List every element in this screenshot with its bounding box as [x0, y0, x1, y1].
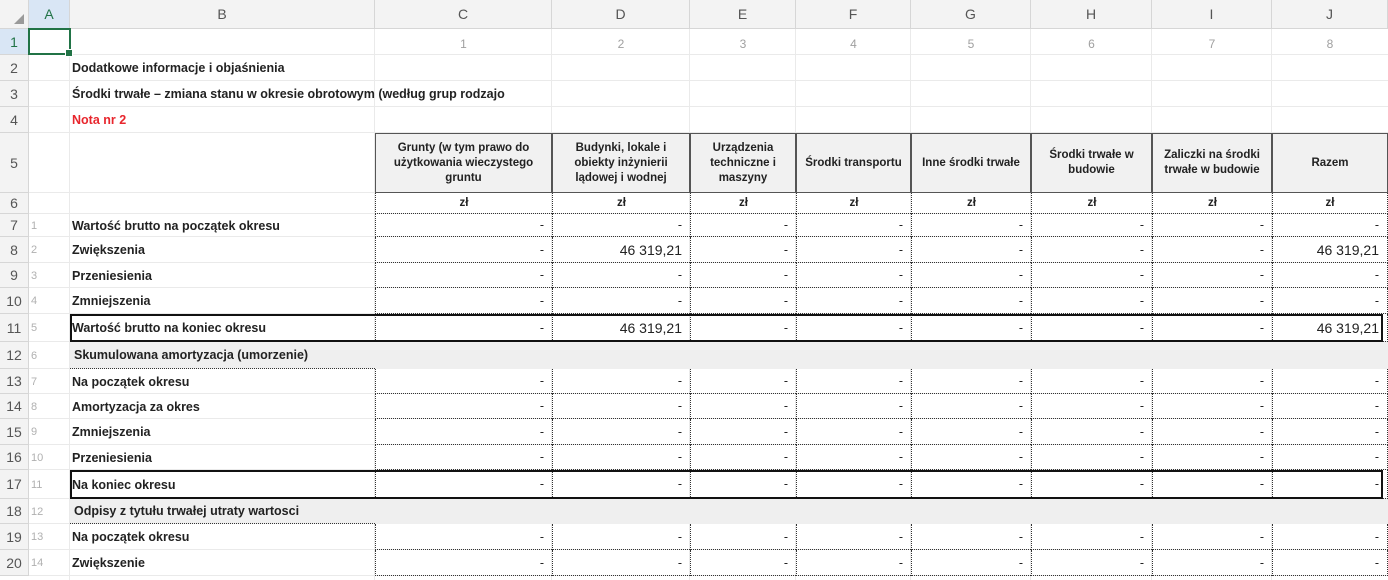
value-cell[interactable]: 46 319,21 — [1272, 237, 1388, 263]
value-cell[interactable]: - — [1031, 445, 1152, 470]
sheet-title: Dodatkowe informacje i objaśnienia — [72, 61, 285, 75]
value-cell[interactable]: - — [1152, 214, 1272, 237]
unit-cell: zł — [375, 193, 552, 214]
value-cell[interactable]: - — [911, 369, 1031, 394]
row-header-16[interactable]: 16 — [0, 445, 29, 470]
value-cell[interactable]: - — [1272, 419, 1388, 445]
value-cell[interactable]: - — [1152, 237, 1272, 263]
value-cell[interactable]: - — [552, 419, 690, 445]
value-cell[interactable]: - — [1272, 394, 1388, 419]
row-label: Na początek okresu — [72, 374, 190, 389]
value-cell[interactable]: - — [690, 550, 796, 576]
row-index: 2 — [31, 244, 38, 256]
value-cell[interactable]: - — [690, 369, 796, 394]
value-cell[interactable]: - — [1031, 550, 1152, 576]
unit-cell: zł — [1272, 193, 1388, 214]
value-cell[interactable]: - — [911, 550, 1031, 576]
row-label: Przeniesienia — [72, 450, 152, 465]
row-label: Na koniec okresu — [72, 477, 176, 492]
row-header-3[interactable]: 3 — [0, 81, 29, 107]
value-cell[interactable]: - — [1031, 288, 1152, 314]
value-cell[interactable]: 46 319,21 — [552, 237, 690, 263]
value-cell[interactable]: - — [1272, 550, 1388, 576]
row-label: Zwiększenia — [72, 243, 145, 257]
value-cell[interactable]: - — [690, 288, 796, 314]
value-cell[interactable]: - — [796, 470, 911, 499]
row-label: Amortyzacja za okres — [72, 399, 200, 414]
row-label: Zmniejszenia — [72, 425, 151, 439]
row-header-12[interactable]: 12 — [0, 342, 29, 369]
value-cell[interactable]: - — [552, 394, 690, 419]
value-cell[interactable]: - — [911, 214, 1031, 237]
row-label: Przeniesienia — [72, 268, 152, 283]
row-header-18[interactable]: 18 — [0, 499, 29, 524]
row-index: 14 — [31, 557, 44, 569]
value-cell[interactable]: - — [1272, 263, 1388, 288]
value-cell[interactable]: - — [690, 214, 796, 237]
value-cell[interactable]: - — [1152, 470, 1272, 499]
row-header-11[interactable]: 11 — [0, 314, 29, 342]
column-heading: Środki trwałe w budowie — [1031, 133, 1152, 193]
value-cell[interactable]: - — [690, 314, 796, 342]
value-cell[interactable]: - — [375, 445, 552, 470]
column-number-label: 2 — [617, 37, 625, 51]
value-cell[interactable]: - — [552, 214, 690, 237]
column-number-label: 8 — [1326, 37, 1334, 51]
value-cell[interactable]: - — [552, 550, 690, 576]
row-header-10[interactable]: 10 — [0, 288, 29, 314]
value-cell[interactable]: - — [375, 288, 552, 314]
value-cell[interactable]: - — [911, 394, 1031, 419]
value-cell[interactable]: - — [1152, 445, 1272, 470]
value-cell[interactable]: - — [1031, 237, 1152, 263]
value-cell[interactable]: - — [911, 470, 1031, 499]
row-header-9[interactable]: 9 — [0, 263, 29, 288]
value-cell[interactable]: - — [796, 214, 911, 237]
value-cell[interactable]: - — [552, 470, 690, 499]
value-cell[interactable]: - — [552, 524, 690, 550]
row-index: 13 — [31, 531, 44, 543]
value-cell[interactable]: - — [796, 237, 911, 263]
value-cell[interactable]: 46 319,21 — [1272, 314, 1388, 342]
value-cell[interactable]: - — [375, 214, 552, 237]
value-cell[interactable]: - — [375, 470, 552, 499]
column-header-d[interactable]: D — [552, 0, 690, 29]
column-heading: Budynki, lokale i obiekty inżynierii lądowej i wodnej — [552, 133, 690, 193]
value-cell[interactable]: - — [690, 237, 796, 263]
value-cell[interactable]: - — [796, 445, 911, 470]
row-index: 4 — [31, 295, 38, 307]
value-cell[interactable]: - — [796, 550, 911, 576]
row-index: 3 — [31, 269, 38, 282]
column-number-label: 7 — [1208, 37, 1216, 51]
column-number-label: 3 — [739, 37, 747, 51]
value-cell[interactable]: - — [1152, 394, 1272, 419]
column-heading: Środki transportu — [796, 133, 911, 193]
row-index: 7 — [31, 375, 38, 388]
value-cell[interactable]: - — [375, 394, 552, 419]
value-cell[interactable]: - — [690, 524, 796, 550]
value-cell[interactable]: - — [1152, 288, 1272, 314]
row-index: 9 — [31, 426, 38, 438]
value-cell[interactable]: - — [1152, 524, 1272, 550]
value-cell[interactable]: - — [1152, 314, 1272, 342]
row-label: Wartość brutto na początek okresu — [72, 218, 280, 233]
value-cell[interactable]: - — [796, 369, 911, 394]
value-cell[interactable]: - — [796, 314, 911, 342]
unit-cell: zł — [911, 193, 1031, 214]
unit-cell: zł — [1152, 193, 1272, 214]
column-number-label: 1 — [460, 37, 467, 51]
sheet-subtitle: Środki trwałe – zmiana stanu w okresie obrotowym (według grup rodzajo — [72, 87, 505, 101]
value-cell[interactable]: - — [911, 263, 1031, 288]
column-header-h[interactable]: H — [1031, 0, 1152, 29]
value-cell[interactable]: - — [375, 419, 552, 445]
column-header-j[interactable]: J — [1272, 0, 1388, 29]
value-cell[interactable]: - — [1272, 214, 1388, 237]
unit-cell: zł — [690, 193, 796, 214]
active-cell-selection[interactable] — [28, 28, 71, 55]
value-cell[interactable]: - — [375, 524, 552, 550]
value-cell[interactable]: - — [1272, 524, 1388, 550]
row-header-1[interactable]: 1 — [0, 29, 29, 55]
section-band — [375, 499, 1388, 524]
column-heading: Razem — [1272, 133, 1388, 193]
nota-label: Nota nr 2 — [72, 113, 127, 127]
row-header-5[interactable]: 5 — [0, 133, 29, 193]
row-index: 5 — [31, 322, 38, 334]
value-cell[interactable]: - — [1272, 369, 1388, 394]
value-cell[interactable]: - — [1031, 419, 1152, 445]
value-cell[interactable]: - — [690, 419, 796, 445]
value-cell[interactable]: - — [1272, 470, 1388, 499]
row-index: 12 — [31, 505, 44, 518]
value-cell[interactable]: - — [796, 394, 911, 419]
value-cell[interactable]: - — [690, 394, 796, 419]
value-cell[interactable]: - — [690, 470, 796, 499]
row-header-4[interactable]: 4 — [0, 107, 29, 133]
value-cell[interactable]: - — [690, 445, 796, 470]
row-label: Zwiększenie — [72, 556, 145, 570]
column-header-i[interactable]: I — [1152, 0, 1272, 29]
unit-cell: zł — [552, 193, 690, 214]
value-cell[interactable]: - — [1031, 524, 1152, 550]
row-label: Zmniejszenia — [72, 294, 151, 308]
section-band — [375, 342, 1388, 369]
value-cell[interactable]: - — [1031, 394, 1152, 419]
row-header-2[interactable]: 2 — [0, 55, 29, 81]
row-header-6[interactable]: 6 — [0, 193, 29, 214]
unit-cell: zł — [1031, 193, 1152, 214]
column-heading: Grunty (w tym prawo do użytkowania wieczystego gruntu — [375, 133, 552, 193]
value-cell[interactable]: - — [1152, 263, 1272, 288]
column-header-g[interactable]: G — [911, 0, 1031, 29]
value-cell[interactable]: - — [911, 314, 1031, 342]
value-cell[interactable]: - — [796, 263, 911, 288]
column-header-e[interactable]: E — [690, 0, 796, 29]
value-cell[interactable]: - — [1031, 369, 1152, 394]
section-heading: Odpisy z tytułu trwałej utraty wartosci — [70, 499, 375, 524]
row-header-19[interactable]: 19 — [0, 524, 29, 550]
value-cell[interactable]: - — [375, 314, 552, 342]
value-cell[interactable]: - — [1031, 214, 1152, 237]
value-cell[interactable]: - — [911, 288, 1031, 314]
row-header-15[interactable]: 15 — [0, 419, 29, 445]
row-index: 1 — [31, 219, 38, 232]
value-cell[interactable]: - — [1031, 263, 1152, 288]
column-header-f[interactable]: F — [796, 0, 911, 29]
row-header-13[interactable]: 13 — [0, 369, 29, 394]
row-header-20[interactable]: 20 — [0, 550, 29, 576]
value-cell[interactable]: - — [911, 445, 1031, 470]
value-cell[interactable]: - — [1152, 369, 1272, 394]
row-header-14[interactable]: 14 — [0, 394, 29, 419]
column-heading: Zaliczki na środki trwałe w budowie — [1152, 133, 1272, 193]
value-cell[interactable]: - — [1152, 550, 1272, 576]
column-number-label: 4 — [850, 37, 857, 51]
value-cell[interactable]: - — [552, 369, 690, 394]
value-cell[interactable]: - — [1152, 419, 1272, 445]
row-header-7[interactable]: 7 — [0, 214, 29, 237]
value-cell[interactable]: - — [1272, 445, 1388, 470]
value-cell[interactable]: - — [690, 263, 796, 288]
row-header-17[interactable]: 17 — [0, 470, 29, 499]
column-number-label: 5 — [967, 37, 975, 51]
unit-cell: zł — [796, 193, 911, 214]
value-cell[interactable]: - — [1272, 288, 1388, 314]
column-header-a[interactable]: A — [29, 0, 70, 29]
value-cell[interactable]: - — [552, 263, 690, 288]
value-cell[interactable]: - — [911, 419, 1031, 445]
column-header-b[interactable]: B — [70, 0, 375, 29]
value-cell[interactable]: - — [796, 288, 911, 314]
value-cell[interactable]: - — [1031, 470, 1152, 499]
value-cell[interactable]: - — [911, 524, 1031, 550]
value-cell[interactable]: - — [796, 524, 911, 550]
value-cell[interactable]: - — [1031, 314, 1152, 342]
value-cell[interactable]: - — [911, 237, 1031, 263]
row-label: Wartość brutto na koniec okresu — [72, 321, 267, 335]
value-cell[interactable]: - — [375, 237, 552, 263]
value-cell[interactable]: - — [552, 288, 690, 314]
column-heading: Inne środki trwałe — [911, 133, 1031, 193]
column-number-label: 6 — [1088, 37, 1095, 51]
value-cell[interactable]: - — [796, 419, 911, 445]
value-cell[interactable]: 46 319,21 — [552, 314, 690, 342]
value-cell[interactable]: - — [552, 445, 690, 470]
row-index: 10 — [31, 451, 44, 464]
column-header-c[interactable]: C — [375, 0, 552, 29]
row-index: 6 — [31, 349, 38, 362]
row-label: Na początek okresu — [72, 530, 190, 544]
value-cell[interactable]: - — [375, 369, 552, 394]
row-index: 11 — [31, 478, 43, 491]
select-all-triangle-icon — [14, 14, 24, 24]
section-heading: Skumulowana amortyzacja (umorzenie) — [70, 342, 375, 369]
value-cell[interactable]: - — [375, 263, 552, 288]
row-index: 8 — [31, 400, 38, 413]
column-heading: Urządzenia techniczne i maszyny — [690, 133, 796, 193]
value-cell[interactable]: - — [375, 550, 552, 576]
row-header-8[interactable]: 8 — [0, 237, 29, 263]
select-all-corner[interactable] — [0, 0, 29, 29]
